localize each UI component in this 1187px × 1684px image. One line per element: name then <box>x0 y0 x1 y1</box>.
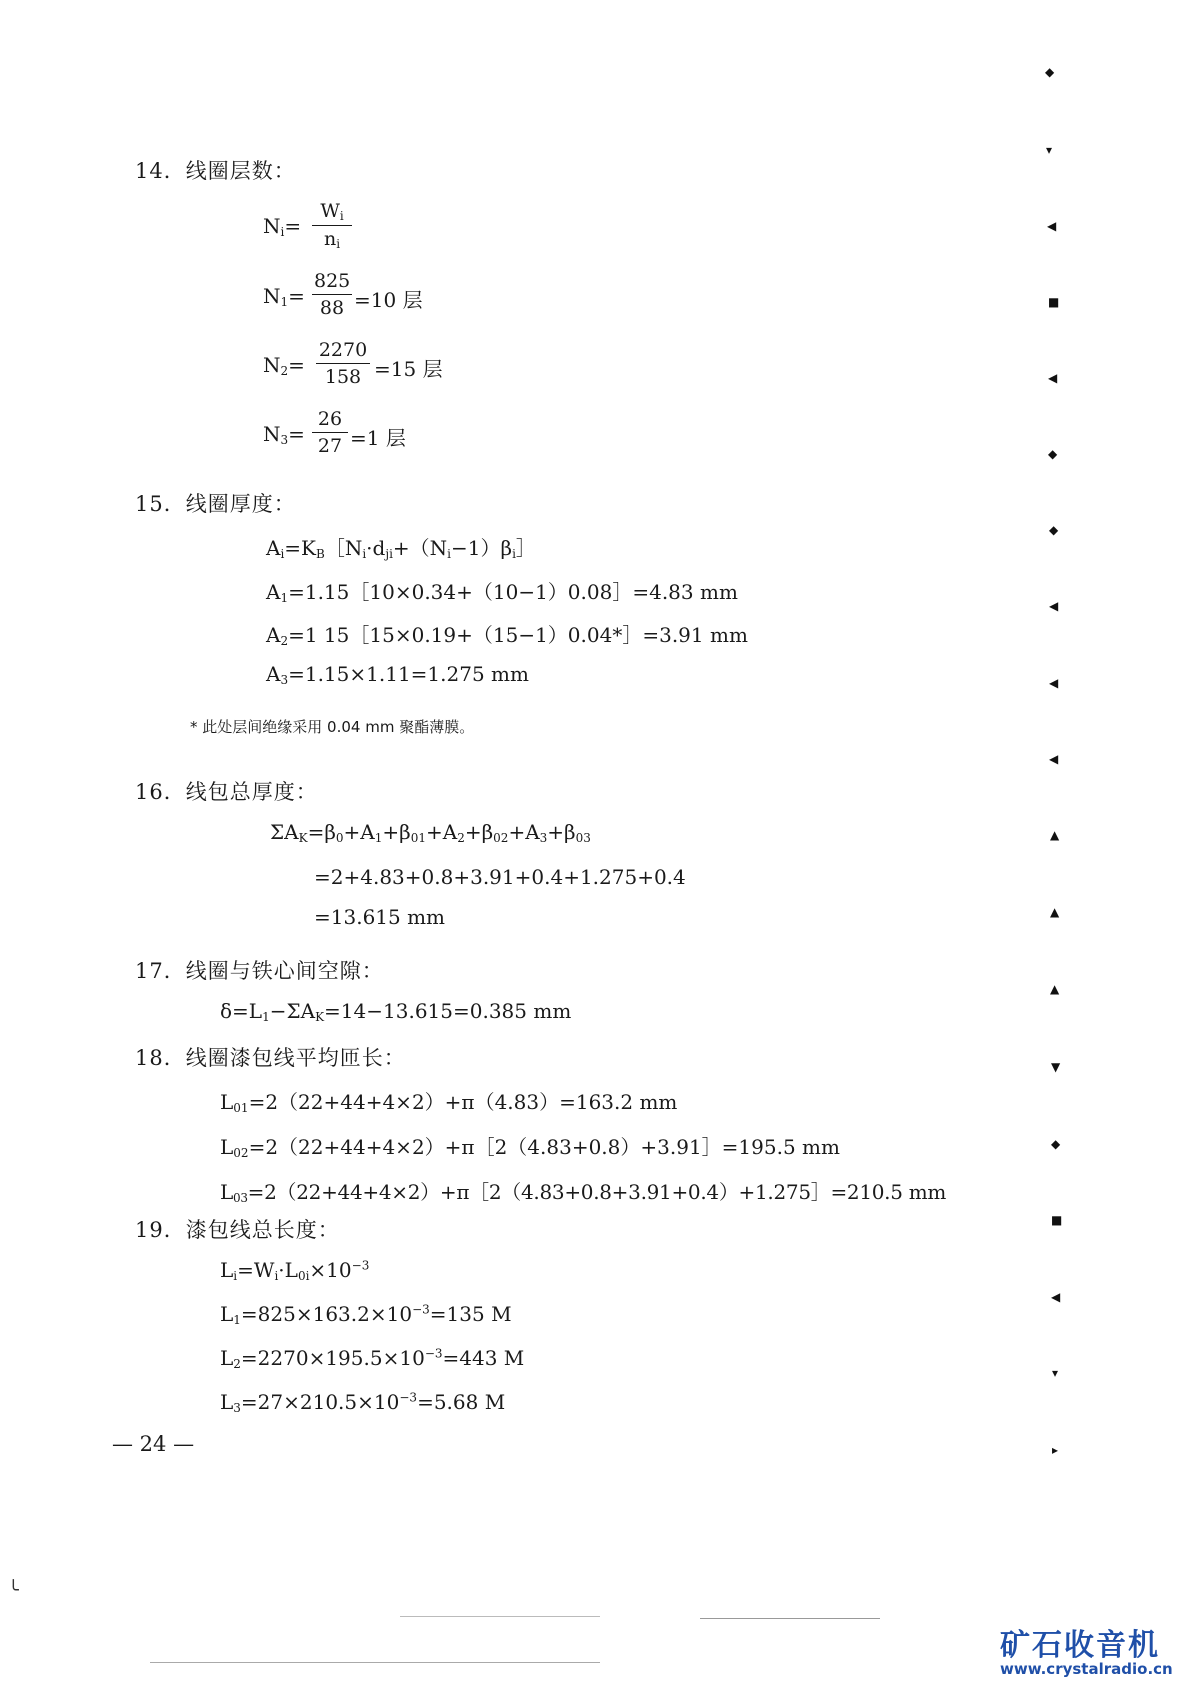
scan-artifact-line <box>150 1662 600 1663</box>
binding-marker-icon: ◆ <box>1051 1137 1061 1151</box>
section-17-heading: 17．线圈与铁心间空隙： <box>135 959 384 983</box>
section-14-heading: 14．线圈层数： <box>135 159 296 183</box>
binding-marker-icon: ▾ <box>1052 1366 1059 1380</box>
formula-sum-ak: $\Sigma A_K=\beta_0+A_1+\beta_{01}+A_2+\beta_{02}+A_3+\beta_{03}$ <box>270 820 591 845</box>
section-15-heading: 15．线圈厚度： <box>135 492 296 516</box>
formula-lhs: $N_3=$ <box>263 422 305 447</box>
fraction: $\frac{2270}{158}$ <box>316 339 370 388</box>
section-18-heading: 18．线圈漆包线平均匝长： <box>135 1046 406 1070</box>
formula-gap: $\delta=L_1-\Sigma A_K=14-13.615=0.385$ mm <box>220 999 572 1024</box>
fraction: $\frac{26}{27}$ <box>312 408 348 457</box>
binding-marker-icon: ◆ <box>1049 523 1059 537</box>
formula-ai-general: $A_i=K_B[N_i\cdot d_{ji}+(N_i-1)\beta_i]$ <box>266 536 536 561</box>
fraction: $\frac{825}{88}$ <box>314 270 351 319</box>
formula-l1: $L_1=825\times 163.2\times 10^{-3}=135$ M <box>220 1302 512 1327</box>
binding-marker-icon: ◆ <box>1045 65 1055 79</box>
formula-result: =15 层 <box>374 357 443 381</box>
binding-marker-icon: ▾ <box>1046 143 1053 157</box>
formula-result: =1 层 <box>350 426 406 450</box>
formula-a3: $A_3=1.15\times 1.11=1.275$ mm <box>266 662 529 687</box>
binding-marker-icon: ■ <box>1051 1213 1063 1227</box>
formula-l01: $L_{01}=2(22+44+4\times 2)+\pi(4.83)=163.2$ mm <box>220 1090 678 1115</box>
binding-marker-icon: ◀ <box>1051 1290 1061 1304</box>
formula-sum-line2: =2+4.83+0.8+3.91+0.4+1.275+0.4 <box>314 865 686 889</box>
binding-marker-icon: ◀ <box>1048 371 1058 385</box>
binding-marker-icon: ▼ <box>1051 1060 1061 1074</box>
scan-artifact-line <box>700 1618 880 1619</box>
section-19-heading: 19．漆包线总长度： <box>135 1218 340 1242</box>
formula-lhs: $N_i=$ <box>263 214 302 239</box>
formula-lhs: $N_2=$ <box>263 353 305 378</box>
watermark-url: www.crystalradio.cn <box>1000 1660 1173 1678</box>
binding-marker-icon: ▲ <box>1050 982 1060 996</box>
formula-lhs: $N_1=$ <box>263 284 305 309</box>
formula-l03: $L_{03}=2(22+44+4\times 2)+\pi[2(4.83+0.8+3.91+0.4)+1.275]=210.5$ mm <box>220 1180 947 1205</box>
binding-marker-icon: ◀ <box>1049 676 1059 690</box>
binding-marker-icon: ◀ <box>1049 599 1059 613</box>
scan-corner-mark: ╰ <box>8 1580 19 1601</box>
section-16-heading: 16．线包总厚度： <box>135 780 318 804</box>
binding-marker-icon: ▲ <box>1050 905 1060 919</box>
scan-artifact-line <box>400 1616 600 1617</box>
footnote: * 此处层间绝缘采用 0.04 mm 聚酯薄膜。 <box>190 718 475 736</box>
watermark-title: 矿石收音机 <box>1000 1628 1160 1663</box>
formula-result: =10 层 <box>354 288 423 312</box>
formula-a2: $A_2=1$ 15［15×0.19+（15−1）0.04*］=3.91 mm <box>266 623 748 648</box>
binding-marker-icon: ■ <box>1048 295 1060 309</box>
formula-li-general: $L_i=W_i\cdot L_{0i}\times 10^{-3}$ <box>220 1258 370 1283</box>
formula-sum-line3: =13.615 mm <box>314 905 446 929</box>
binding-marker-icon: ◀ <box>1047 219 1057 233</box>
formula-l2: $L_2=2270\times 195.5\times 10^{-3}=443$ M <box>220 1346 525 1371</box>
binding-marker-icon: ▲ <box>1050 828 1060 842</box>
binding-marker-icon: ▸ <box>1052 1443 1059 1457</box>
formula-l02: $L_{02}=2(22+44+4\times 2)+\pi[2(4.83+0.8)+3.91]=195.5$ mm <box>220 1135 840 1160</box>
page-number: — 24 — <box>112 1432 195 1456</box>
binding-marker-icon: ◆ <box>1048 447 1058 461</box>
formula-l3: $L_3=27\times 210.5\times 10^{-3}=5.68$ M <box>220 1390 506 1415</box>
formula-a1: $A_1=1.15[10\times 0.34+(10-1)0.08]=4.83$ mm <box>266 580 738 605</box>
binding-marker-icon: ◀ <box>1049 752 1059 766</box>
fraction: $\frac{W_i}{n_i}$ <box>312 200 352 251</box>
